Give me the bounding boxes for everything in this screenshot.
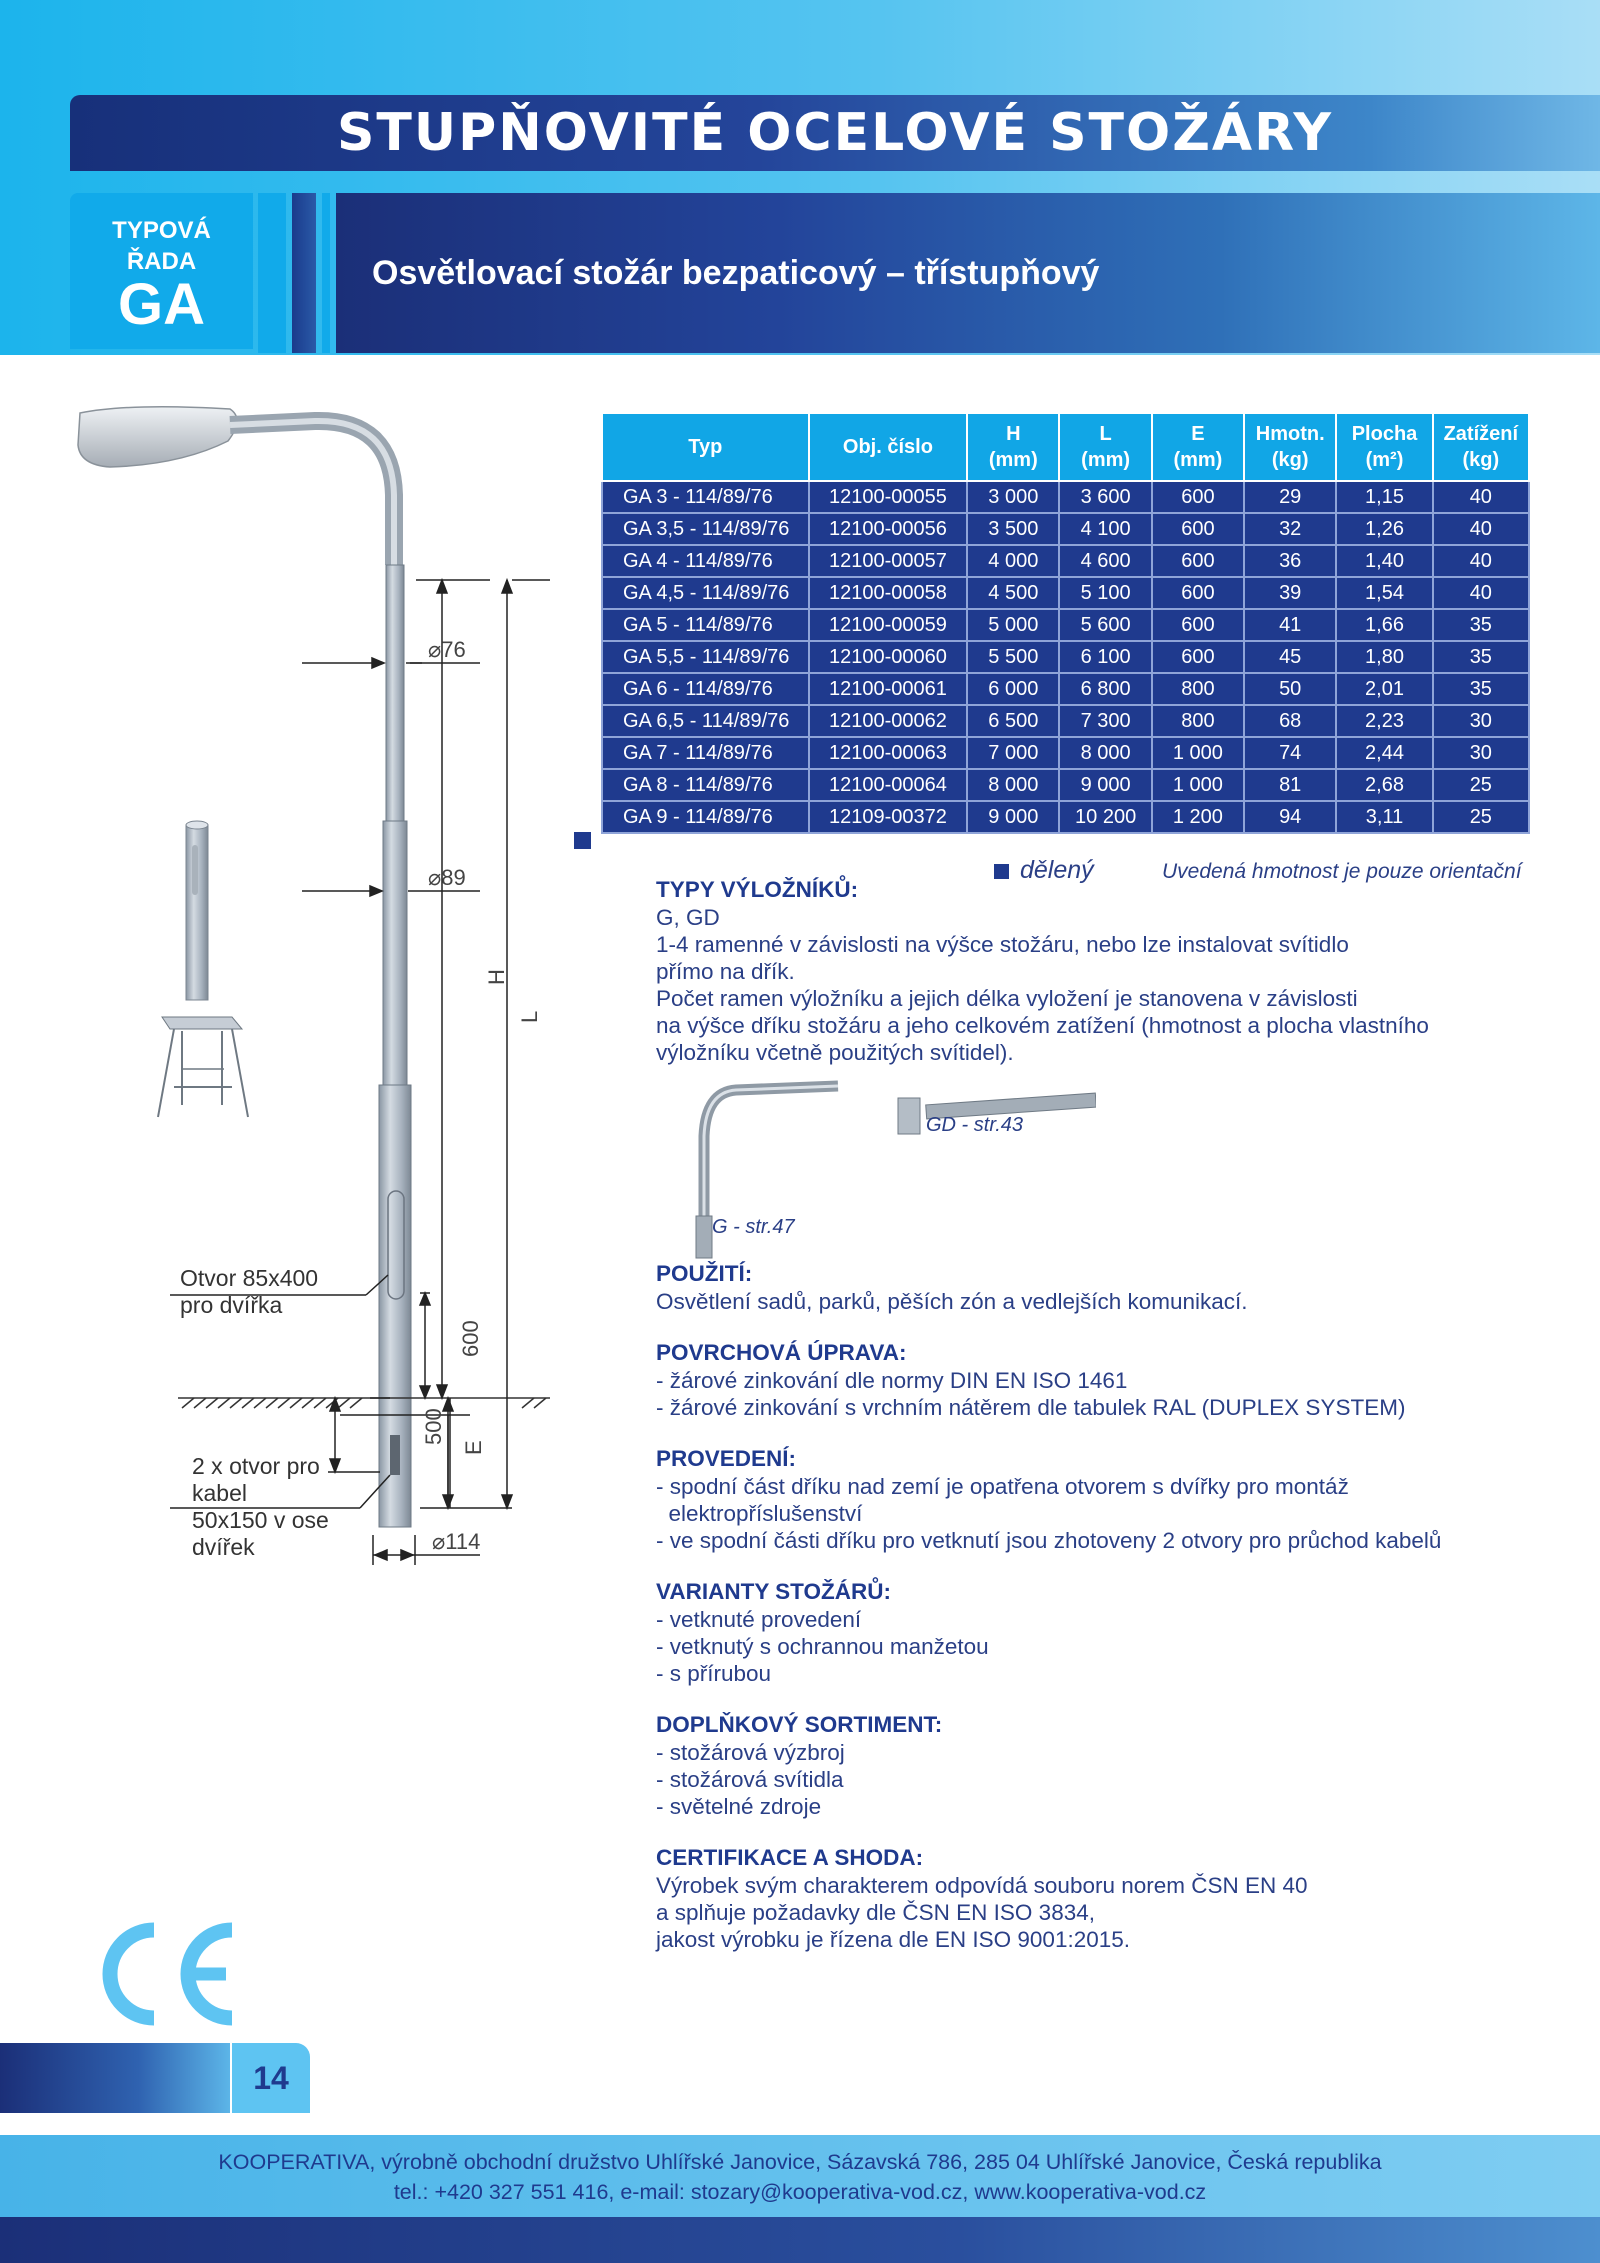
pole-arm xyxy=(230,421,394,565)
cable-note-line1: 2 x otvor pro xyxy=(192,1453,320,1479)
weight-note: Uvedená hmotnost je pouze orientační xyxy=(1162,860,1522,883)
section-heading: VARIANTY STOŽÁRŮ: xyxy=(656,1579,892,1604)
text-line: Osvětlení sadů, parků, pěších zón a vedlejších komunikací. xyxy=(656,1289,1248,1314)
arm-g-image xyxy=(704,1086,838,1216)
text-line: - žárové zinkování s vrchním nátěrem dle tabulek RAL (DUPLEX SYSTEM) xyxy=(656,1395,1406,1420)
section-heading: POVRCHOVÁ ÚPRAVA: xyxy=(656,1340,907,1365)
text-line: přímo na dřík. xyxy=(656,959,795,984)
dim-L: L xyxy=(517,1010,542,1023)
dim-76: ⌀76 xyxy=(428,637,466,662)
title-bar xyxy=(70,95,1600,171)
caption-gd: GD - str.43 xyxy=(926,1114,1024,1136)
decor-stripe xyxy=(322,193,330,353)
page-number-bar xyxy=(0,2043,230,2113)
series-label-line2: ŘADA xyxy=(126,248,197,275)
page-title: STUPŇOVITÉ OCELOVÉ STOŽÁRY xyxy=(336,103,1334,163)
dim-E: E xyxy=(461,1440,486,1455)
table-row: GA 8 - 114/89/76 12100-00064 8 000 9 000 1 000 81 2,68 25 xyxy=(602,769,1529,801)
section-accessories xyxy=(656,1711,1556,1820)
col-header-e: E (mm) xyxy=(1152,413,1244,481)
section-arms xyxy=(656,876,1556,1066)
pole-drawing-svg xyxy=(70,405,570,1585)
dim-500: 500 xyxy=(421,1408,446,1445)
lamp-head xyxy=(78,407,237,467)
footer-contact: tel.: +420 327 551 416, e-mail: stozary@kooperativa-vod.cz, www.kooperativa-vod.cz xyxy=(393,2180,1207,2204)
arm-images xyxy=(656,1066,1556,1260)
cable-opening xyxy=(390,1435,400,1475)
page-subtitle: Osvětlovací stožár bezpaticový – třístupňový xyxy=(372,253,1100,292)
text-line: elektropříslušenství xyxy=(656,1501,863,1526)
flange-plate xyxy=(162,1017,242,1029)
section-heading: POUŽITÍ: xyxy=(656,1261,753,1286)
dimension-lines xyxy=(170,580,550,1565)
series-code: GA xyxy=(118,272,205,337)
cable-note xyxy=(192,1453,329,1561)
page-number: 14 xyxy=(232,2043,310,2113)
text-line: - s přírubou xyxy=(656,1661,772,1686)
table-row: GA 3,5 - 114/89/76 12100-00056 3 500 4 100 600 32 1,26 40 xyxy=(602,513,1529,545)
text-line: Počet ramen výložníku a jejich délka vyložení je stanovena v závislosti xyxy=(656,986,1358,1011)
table-row: GA 3 - 114/89/76 12100-00055 3 000 3 600 600 29 1,15 40 xyxy=(602,481,1529,513)
table-row: GA 7 - 114/89/76 12100-00063 7 000 8 000 1 000 74 2,44 30 xyxy=(602,737,1529,769)
table-row: GA 6,5 - 114/89/76 12100-00062 6 500 7 300 800 68 2,23 30 xyxy=(602,705,1529,737)
cable-note-line3: 50x150 v ose xyxy=(192,1507,329,1533)
footer xyxy=(0,2135,1600,2217)
col-header-obj: Obj. číslo xyxy=(809,413,968,481)
content-column xyxy=(656,876,1556,1953)
dim-H: H xyxy=(484,969,509,985)
col-header-area: Plocha (m²) xyxy=(1336,413,1432,481)
series-label-line1: TYPOVÁ xyxy=(112,217,211,244)
decor-stripe xyxy=(258,193,286,353)
section-heading: TYPY VÝLOŽNÍKŮ: xyxy=(656,877,859,902)
decor-stripe xyxy=(292,193,316,353)
dim-600: 600 xyxy=(458,1320,483,1357)
table-row: GA 6 - 114/89/76 12100-00061 6 000 6 800 800 50 2,01 35 xyxy=(602,673,1529,705)
table-row: GA 4 - 114/89/76 12100-00057 4 000 4 600 600 36 1,40 40 xyxy=(602,545,1529,577)
footer-address: KOOPERATIVA, výrobně obchodní družstvo Uhlířské Janovice, Sázavská 786, 285 04 Uhlířské Janovice, Česká republika xyxy=(218,2150,1382,2174)
table-row: GA 9 - 114/89/76 12109-00372 9 000 10 200 1 200 94 3,11 25 xyxy=(602,801,1529,833)
table-header-row xyxy=(602,413,1529,481)
cable-note-line2: kabel xyxy=(192,1480,247,1506)
text-line: - spodní část dříku nad zemí je opatřena otvorem s dvířky pro montáž xyxy=(656,1474,1349,1499)
footer-bottom-bar xyxy=(0,2217,1600,2263)
section-heading: PROVEDENÍ: xyxy=(656,1446,797,1471)
table-row: GA 5 - 114/89/76 12100-00059 5 000 5 600 600 41 1,66 35 xyxy=(602,609,1529,641)
section-surface xyxy=(656,1339,1556,1421)
caption-g: G - str.47 xyxy=(712,1216,795,1238)
opening-note xyxy=(180,1265,318,1319)
legend-divided: dělený xyxy=(1020,856,1094,884)
cable-note-line4: dvířek xyxy=(192,1534,255,1560)
section-heading: CERTIFIKACE A SHODA: xyxy=(656,1845,924,1870)
shaft-89 xyxy=(383,821,407,1085)
text-line: - žárové zinkování dle normy DIN EN ISO 1461 xyxy=(656,1368,1128,1393)
text-line: - světelné zdroje xyxy=(656,1794,822,1819)
dim-89: ⌀89 xyxy=(428,865,466,890)
col-header-h: H (mm) xyxy=(967,413,1059,481)
opening-note-line1: Otvor 85x400 xyxy=(180,1265,319,1291)
series-badge xyxy=(70,193,253,349)
shaft-76 xyxy=(386,565,404,821)
pole-drawing xyxy=(70,405,570,1585)
text-line: 1-4 ramenné v závislosti na výšce stožáru, nebo lze instalovat svítidlo xyxy=(656,932,1349,957)
table-row: GA 4,5 - 114/89/76 12100-00058 4 500 5 100 600 39 1,54 40 xyxy=(602,577,1529,609)
text-line: - ve spodní části dříku pro vetknutí jsou zhotoveny 2 otvory pro průchod kabelů xyxy=(656,1528,1442,1553)
text-line: - stožárová svítidla xyxy=(656,1767,844,1792)
section-certification xyxy=(656,1844,1556,1953)
dim-114: ⌀114 xyxy=(432,1529,481,1554)
text-line: výložníku včetně použitých svítidel). xyxy=(656,1040,1014,1065)
text-line: - vetknutý s ochrannou manžetou xyxy=(656,1634,989,1659)
text-line: Výrobek svým charakterem odpovídá souboru norem ČSN EN 40 xyxy=(656,1873,1308,1898)
text-line: a splňuje požadavky dle ČSN EN ISO 3834, xyxy=(656,1900,1095,1925)
spec-table xyxy=(601,412,1530,834)
text-line: - vetknuté provedení xyxy=(656,1607,862,1632)
section-usage xyxy=(656,1260,1556,1315)
table-row: GA 5,5 - 114/89/76 12100-00060 5 500 6 100 600 45 1,80 35 xyxy=(602,641,1529,673)
opening-note-line2: pro dvířka xyxy=(180,1292,283,1318)
section-variants xyxy=(656,1578,1556,1687)
ce-mark-icon xyxy=(92,1920,238,2028)
square-marker-icon xyxy=(574,832,591,849)
col-header-load: Zatížení (kg) xyxy=(1433,413,1529,481)
text-line: jakost výrobku je řízena dle EN ISO 9001:2015. xyxy=(656,1927,1131,1952)
text-line: - stožárová výzbroj xyxy=(656,1740,845,1765)
text-line: na výšce dříku stožáru a jeho celkovém zatížení (hmotnost a plocha vlastního xyxy=(656,1013,1429,1038)
text-line: G, GD xyxy=(656,905,720,930)
col-header-typ: Typ xyxy=(602,413,809,481)
col-header-weight: Hmotn. (kg) xyxy=(1244,413,1336,481)
section-design xyxy=(656,1445,1556,1554)
col-header-l: L (mm) xyxy=(1059,413,1151,481)
subtitle-bar xyxy=(336,193,1600,353)
section-heading: DOPLŇKOVÝ SORTIMENT: xyxy=(656,1712,943,1737)
ground-line xyxy=(178,1398,550,1408)
